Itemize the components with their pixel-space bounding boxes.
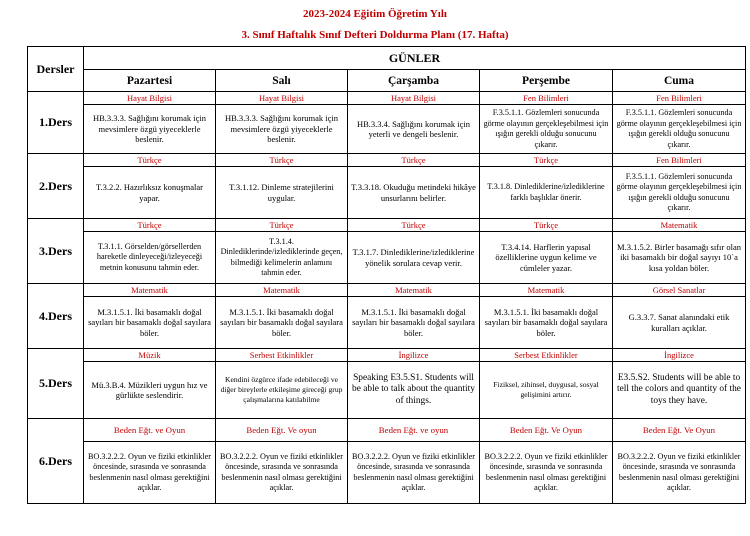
content-cell: F.3.5.1.1. Gözlemleri sonucunda görme olayının gerçekleşebilmesi için ışığın gerekli olduğu sonucunu çıkarır. — [480, 105, 613, 154]
subject-cell: Hayat Bilgisi — [348, 92, 480, 105]
content-cell: M.3.1.5.1. İki basamaklı doğal sayıları bir basamaklı doğal sayılara böler. — [348, 297, 480, 349]
day-header-persembe: Perşembe — [480, 70, 613, 92]
subject-cell: Türkçe — [348, 154, 480, 167]
day-header-pazartesi: Pazartesi — [84, 70, 216, 92]
lesson-content-row — [28, 167, 746, 219]
content-cell: BO.3.2.2.2. Oyun ve fiziki etkinlikler öncesinde, sırasında ve sonrasında beslenmenin nasıl olması gerektiğini açıklar. — [216, 442, 348, 504]
lesson-content-row — [28, 362, 746, 419]
content-cell: Kendini özgürce ifade edebileceği ve diğer bireylerle etkileşime gireceği grup çalışmalarına katılabilme — [216, 362, 348, 419]
lesson-subject-row — [28, 219, 746, 232]
content-cell: T.3.4.14. Harflerin yapısal özelliklerine uygun kelime ve cümleler yazar. — [480, 232, 613, 284]
content-cell: T.3.1.12. Dinleme stratejilerini uygular. — [216, 167, 348, 219]
lesson-label: 3.Ders — [28, 219, 84, 284]
subject-cell: Beden Eğt. Ve Oyun — [480, 419, 613, 442]
subject-cell: Türkçe — [216, 154, 348, 167]
content-cell: F.3.5.1.1. Gözlemleri sonucunda görme olayının gerçekleşebilmesi için ışığın gerekli olduğu sonucunu çıkarır. — [613, 105, 746, 154]
subject-cell: Hayat Bilgisi — [84, 92, 216, 105]
subject-cell: Beden Eğt. Ve Oyun — [613, 419, 746, 442]
content-cell: T.3.1.4. Dinlediklerinde/izlediklerinde geçen, bilmediği kelimelerin anlamını tahmin eder. — [216, 232, 348, 284]
subject-cell: Müzik — [84, 349, 216, 362]
content-cell: BO.3.2.2.2. Oyun ve fiziki etkinlikler öncesinde, sırasında ve sonrasında beslenmenin nasıl olması gerektiğini açıklar. — [613, 442, 746, 504]
lesson-label: 6.Ders — [28, 419, 84, 504]
content-cell: Fiziksel, zihinsel, duygusal, sosyal gelişimini artırır. — [480, 362, 613, 419]
subject-cell: Matematik — [613, 219, 746, 232]
subject-cell: Görsel Sanatlar — [613, 284, 746, 297]
content-cell: HB.3.3.3. Sağlığını korumak için mevsimlere özgü yiyeceklerle beslenir. — [216, 105, 348, 154]
content-cell: T.3.1.7. Dinlediklerine/izlediklerine yönelik sorulara cevap verir. — [348, 232, 480, 284]
lesson-subject-row — [28, 92, 746, 105]
content-cell: HB.3.3.4. Sağlığını korumak için yeterli ve dengeli beslenir. — [348, 105, 480, 154]
lesson-label: 5.Ders — [28, 349, 84, 419]
lesson-label: 1.Ders — [28, 92, 84, 154]
lesson-content-row — [28, 232, 746, 284]
plan-title: 3. Sınıf Haftalık Sınıf Defteri Doldurma Planı (17. Hafta) — [241, 29, 509, 41]
content-cell: F.3.5.1.1. Gözlemleri sonucunda görme olayının gerçekleşebilmesi için ışığın gerekli olduğu sonucunu çıkarır. — [613, 167, 746, 219]
lesson-subject-row — [28, 419, 746, 442]
subject-cell: Fen Bilimleri — [613, 92, 746, 105]
lesson-content-row — [28, 297, 746, 349]
subject-cell: İngilizce — [613, 349, 746, 362]
subject-cell: Hayat Bilgisi — [216, 92, 348, 105]
content-cell: T.3.2.2. Hazırlıksız konuşmalar yapar. — [84, 167, 216, 219]
weekly-plan-table — [27, 46, 746, 504]
content-cell: T.3.1.1. Görselden/görsellerden hareketle dinleyeceği/izleyeceği metnin konusunu tahmin eder. — [84, 232, 216, 284]
day-header-sali: Salı — [216, 70, 348, 92]
lesson-subject-row — [28, 154, 746, 167]
subject-cell: Matematik — [480, 284, 613, 297]
subject-cell: Türkçe — [480, 219, 613, 232]
subject-cell: Türkçe — [480, 154, 613, 167]
subject-cell: Matematik — [348, 284, 480, 297]
subject-cell: Fen Bilimleri — [480, 92, 613, 105]
content-cell: BO.3.2.2.2. Oyun ve fiziki etkinlikler öncesinde, sırasında ve sonrasında beslenmenin nasıl olması gerektiğini açıklar. — [84, 442, 216, 504]
content-cell: M.3.1.5.1. İki basamaklı doğal sayıları bir basamaklı doğal sayılara böler. — [480, 297, 613, 349]
content-cell: Mü.3.B.4. Müzikleri uygun hız ve gürlükte seslendirir. — [84, 362, 216, 419]
subject-cell: Türkçe — [84, 154, 216, 167]
content-cell: M.3.1.5.1. İki basamaklı doğal sayıları bir basamaklı doğal sayılara böler. — [216, 297, 348, 349]
subject-cell: İngilizce — [348, 349, 480, 362]
gunler-header: GÜNLER — [84, 47, 746, 70]
subject-cell: Beden Eğt. Ve oyun — [216, 419, 348, 442]
content-cell: BO.3.2.2.2. Oyun ve fiziki etkinlikler öncesinde, sırasında ve sonrasında beslenmenin nasıl olması gerektiğini açıklar. — [348, 442, 480, 504]
subject-cell: Matematik — [84, 284, 216, 297]
lesson-label: 4.Ders — [28, 284, 84, 349]
content-cell: M.3.1.5.2. Birler basamağı sıfır olan iki basamaklı bir doğal sayıyı 10`a kısa yoldan böler. — [613, 232, 746, 284]
content-cell: M.3.1.5.1. İki basamaklı doğal sayıları bir basamaklı doğal sayılara böler. — [84, 297, 216, 349]
subject-cell: Matematik — [216, 284, 348, 297]
dersler-header: Dersler — [28, 47, 84, 92]
subject-cell: Serbest Etkinlikler — [480, 349, 613, 362]
content-cell: T.3.1.8. Dinlediklerine/izlediklerine farklı başlıklar önerir. — [480, 167, 613, 219]
content-cell: G.3.3.7. Sanat alanındaki etik kuralları açıklar. — [613, 297, 746, 349]
lesson-label: 2.Ders — [28, 154, 84, 219]
subject-cell: Serbest Etkinlikler — [216, 349, 348, 362]
subject-cell: Türkçe — [348, 219, 480, 232]
subject-cell: Türkçe — [216, 219, 348, 232]
content-cell: Speaking E3.5.S1. Students will be able to talk about the quantity of things. — [348, 362, 480, 419]
day-header-carsamba: Çarşamba — [348, 70, 480, 92]
lesson-subject-row — [28, 284, 746, 297]
content-cell: HB.3.3.3. Sağlığını korumak için mevsimlere özgü yiyeceklerle beslenir. — [84, 105, 216, 154]
lesson-subject-row — [28, 349, 746, 362]
subject-cell: Türkçe — [84, 219, 216, 232]
lesson-content-row — [28, 442, 746, 504]
year-title: 2023-2024 Eğitim Öğretim Yılı — [303, 8, 447, 20]
day-header-cuma: Cuma — [613, 70, 746, 92]
subject-cell: Fen Bilimleri — [613, 154, 746, 167]
content-cell: T.3.3.18. Okuduğu metindeki hikâye unsurlarını belirler. — [348, 167, 480, 219]
content-cell: E3.5.S2. Students will be able to tell the colors and quantity of the toys they have. — [613, 362, 746, 419]
subject-cell: Beden Eğt. ve oyun — [348, 419, 480, 442]
lesson-content-row — [28, 105, 746, 154]
subject-cell: Beden Eğt. ve Oyun — [84, 419, 216, 442]
content-cell: BO.3.2.2.2. Oyun ve fiziki etkinlikler öncesinde, sırasında ve sonrasında beslenmenin nasıl olması gerektiğini açıklar. — [480, 442, 613, 504]
